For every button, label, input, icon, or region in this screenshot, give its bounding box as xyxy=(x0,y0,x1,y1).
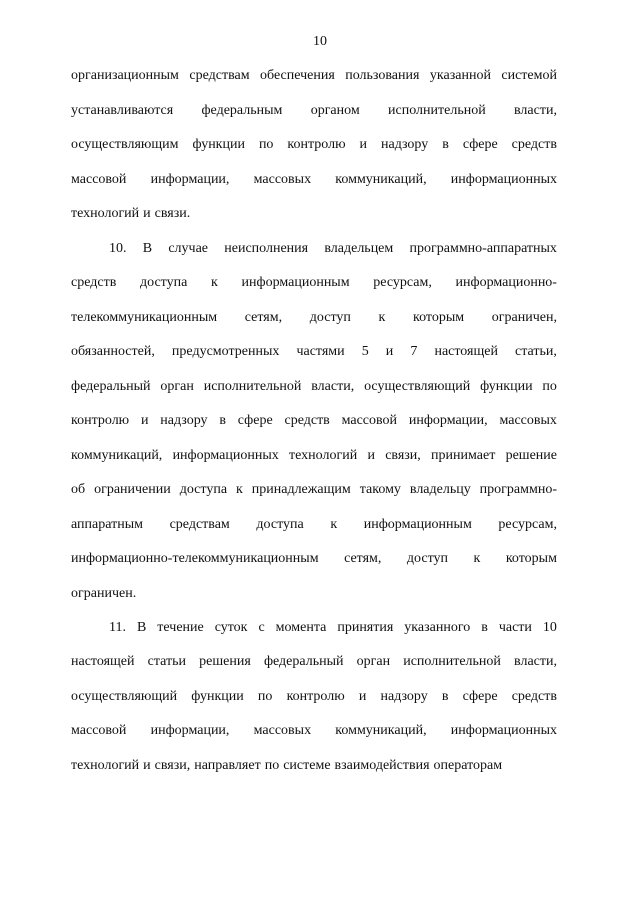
text-line: настоящей статьи решения федеральный орган исполнительной власти, xyxy=(71,654,557,669)
text-line: об ограничении доступа к принадлежащим такому владельцу программно- xyxy=(71,482,557,497)
text-line: осуществляющий функции по контролю и надзору в сфере средств xyxy=(71,688,557,704)
paragraph-11 xyxy=(71,618,557,791)
text-line: средств доступа к информационным ресурсам, информационно- xyxy=(71,275,557,290)
text-line: 10. В случае неисполнения владельцем программно-аппаратных xyxy=(109,240,557,256)
text-line: технологий и связи, направляет по системе взаимодействия операторам xyxy=(71,757,503,773)
text-line: организационным средствам обеспечения пользования указанной системой xyxy=(71,68,557,83)
text-line: осуществляющим функции по контролю и надзору в сфере средств xyxy=(71,137,557,152)
text-line: массовой информации, массовых коммуникаций, информационных xyxy=(71,171,557,187)
text-line: устанавливаются федеральным органом исполнительной власти, xyxy=(71,102,557,118)
paragraph-continuation xyxy=(71,66,557,239)
text-line: информационно-телекоммуникационным сетям, доступ к которым xyxy=(71,551,557,566)
text-line: технологий и связи. xyxy=(71,206,191,221)
text-line: ограничен. xyxy=(71,585,137,601)
text-line: коммуникаций, информационных технологий и связи, принимает решение xyxy=(71,447,557,463)
text-line: обязанностей, предусмотренных частями 5 и 7 настоящей статьи, xyxy=(71,344,557,359)
text-line: 11. В течение суток с момента принятия указанного в части 10 xyxy=(109,619,557,635)
paragraph-10 xyxy=(71,239,557,619)
text-line: контролю и надзору в сфере средств массовой информации, массовых xyxy=(71,413,557,428)
text-line: аппаратным средствам доступа к информационным ресурсам, xyxy=(71,516,557,532)
text-line: федеральный орган исполнительной власти, осуществляющий функции по xyxy=(71,378,557,394)
text-line: массовой информации, массовых коммуникаций, информационных xyxy=(71,723,557,738)
page-number: 10 xyxy=(313,34,327,49)
text-line: телекоммуникационным сетям, доступ к которым ограничен, xyxy=(71,309,557,325)
